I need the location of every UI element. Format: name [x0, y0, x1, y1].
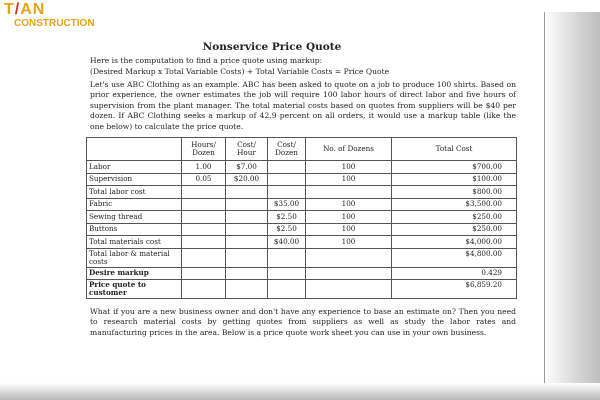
cost-hour-cell [226, 211, 268, 224]
cost-hour-cell [226, 198, 268, 211]
cost-hour-cell [226, 236, 268, 249]
total-cell: $4,800.00 [392, 248, 517, 267]
company-logo [4, 1, 95, 32]
table-row [87, 267, 517, 280]
dozens-cell [306, 267, 392, 280]
table-row [87, 198, 517, 211]
row-label: Fabric [87, 198, 182, 211]
total-cell: $6,859.20 [392, 280, 517, 299]
cost-dozen-cell [268, 186, 306, 199]
total-cell: $250.00 [392, 211, 517, 224]
table-header-row [87, 138, 517, 161]
cost-dozen-cell: $40.00 [268, 236, 306, 249]
hours-cell [182, 236, 226, 249]
cost-dozen-cell: $2.50 [268, 211, 306, 224]
header-cell: Total Cost [392, 138, 517, 161]
logo-slash: / [14, 1, 21, 18]
cost-hour-cell [226, 267, 268, 280]
total-cell: $250.00 [392, 223, 517, 236]
header-cell [87, 138, 182, 161]
row-label: Desire markup [87, 267, 182, 280]
cost-hour-cell: $7.00 [226, 161, 268, 174]
page-edge [544, 12, 545, 383]
cost-hour-cell [226, 186, 268, 199]
dozens-cell: 100 [306, 198, 392, 211]
cost-dozen-cell: $35.00 [268, 198, 306, 211]
dozens-cell: 100 [306, 236, 392, 249]
cost-hour-cell [226, 223, 268, 236]
dozens-cell: 100 [306, 161, 392, 174]
row-label: Buttons [87, 223, 182, 236]
total-cell: $4,000.00 [392, 236, 517, 249]
hours-cell [182, 211, 226, 224]
document-title: Nonservice Price Quote [202, 41, 342, 53]
table-row [87, 280, 517, 299]
row-label: Labor [87, 161, 182, 174]
table-row [87, 211, 517, 224]
logo-wordmark [4, 2, 45, 18]
table-row [87, 248, 517, 267]
cost-hour-cell: $20.00 [226, 173, 268, 186]
hours-cell: 1.00 [182, 161, 226, 174]
dozens-cell [306, 280, 392, 299]
table-row [87, 223, 517, 236]
dozens-cell [306, 248, 392, 267]
cost-dozen-cell [268, 161, 306, 174]
total-cell: $800.00 [392, 186, 517, 199]
logo-letters: AN [20, 1, 46, 18]
cost-dozen-cell [268, 248, 306, 267]
dozens-cell: 100 [306, 211, 392, 224]
table-row [87, 173, 517, 186]
cost-dozen-cell [268, 280, 306, 299]
cost-dozen-cell: $2.50 [268, 223, 306, 236]
hours-cell [182, 248, 226, 267]
cost-dozen-cell [268, 267, 306, 280]
cost-hour-cell [226, 248, 268, 267]
header-cell: Cost/ Hour [226, 138, 268, 161]
dozens-cell [306, 186, 392, 199]
hours-cell [182, 223, 226, 236]
logo-subtitle: CONSTRUCTION [14, 18, 95, 29]
total-cell: 0.429 [392, 267, 517, 280]
total-cell: $3,500.00 [392, 198, 517, 211]
table-row [87, 236, 517, 249]
total-cell: $100.00 [392, 173, 517, 186]
hours-cell: 0.05 [182, 173, 226, 186]
row-label: Supervision [87, 173, 182, 186]
hours-cell [182, 186, 226, 199]
table-row [87, 161, 517, 174]
dozens-cell: 100 [306, 223, 392, 236]
logo-letter-t: T [4, 1, 15, 18]
table-row [87, 186, 517, 199]
hours-cell [182, 267, 226, 280]
row-label: Total labor cost [87, 186, 182, 199]
row-label: Sewing thread [87, 211, 182, 224]
formula-paragraph: (Desired Markup x Total Variable Costs) + Total Variable Costs = Price Quote [90, 67, 390, 76]
price-quote-table [86, 137, 517, 299]
page-shadow-right [544, 12, 600, 400]
total-cell: $700.00 [392, 161, 517, 174]
header-cell: Cost/ Dozen [268, 138, 306, 161]
header-cell: No. of Dozens [306, 138, 392, 161]
hours-cell [182, 198, 226, 211]
cost-hour-cell [226, 280, 268, 299]
intro-paragraph: Here is the computation to find a price quote using markup: [90, 56, 323, 65]
header-cell: Hours/ Dozen [182, 138, 226, 161]
dozens-cell: 100 [306, 173, 392, 186]
page-shadow-bottom [0, 383, 600, 400]
row-label: Total labor & material costs [87, 248, 182, 267]
cost-dozen-cell [268, 173, 306, 186]
closing-paragraph: What if you are a new business owner and don't have any experience to base an estimate on? Then you need to research material costs by getting quotes from suppliers as well as study the labor rates and manufacturing prices in the area. Below is a price quote work sheet you can use in your own business. [90, 307, 516, 337]
row-label: Total materials cost [87, 236, 182, 249]
row-label: Price quote to customer [87, 280, 182, 299]
example-paragraph: Let's use ABC Clothing as an example. ABC has been asked to quote on a job to produce 100 shirts. Based on prior experience, the owner estimates the job will require 100 labor hours of direct labor and five hours of supervision from the plant manager. The total material costs based on quotes from suppliers will be $40 per dozen. If ABC Clothing seeks a markup of 42.9 percent on all orders, it would use a markup table (like the one below) to calculate the price quote. [90, 80, 516, 131]
hours-cell [182, 280, 226, 299]
